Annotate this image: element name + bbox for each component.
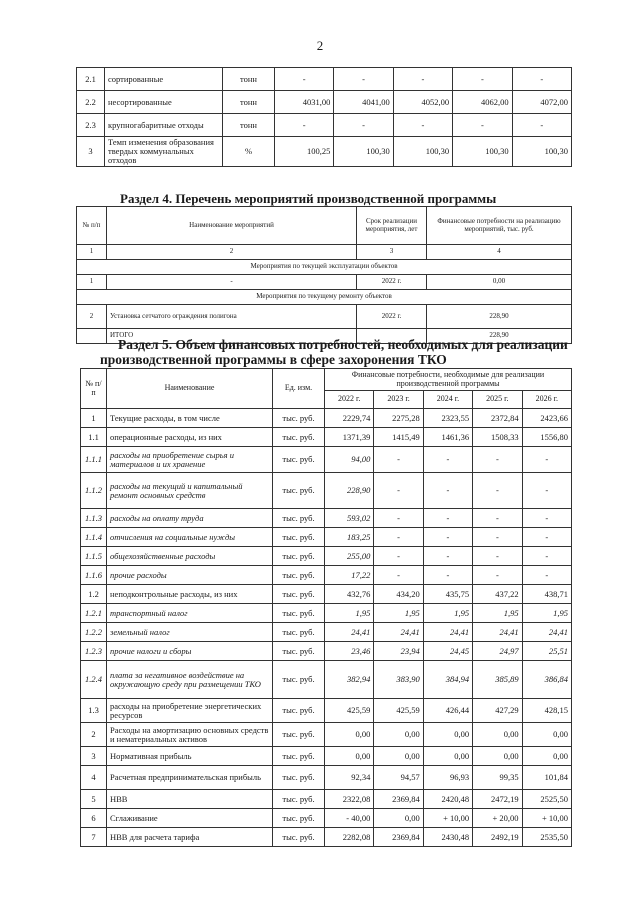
- row-value: -: [473, 566, 522, 585]
- row-value: 426,44: [423, 699, 472, 723]
- row-value: 1461,36: [423, 428, 472, 447]
- row-name: сортированные: [105, 68, 223, 91]
- row-name: Расчетная предпринимательская прибыль: [107, 766, 273, 790]
- row-value: 434,20: [374, 585, 423, 604]
- row-value: 100,30: [512, 137, 571, 167]
- table-row: [81, 473, 572, 509]
- row-value: + 10,00: [522, 809, 571, 828]
- row-value: -: [374, 447, 423, 473]
- row-value: -: [423, 447, 472, 473]
- row-value: 1,95: [473, 604, 522, 623]
- group-row: Мероприятия по текущей эксплуатации объектов: [77, 260, 572, 275]
- section4-title: Раздел 4. Перечень мероприятий производственной программы: [120, 191, 497, 206]
- row-unit: тыс. руб.: [273, 566, 325, 585]
- row-num: 1: [81, 409, 107, 428]
- row-value: 4062,00: [453, 91, 512, 114]
- row-value: 100,30: [393, 137, 452, 167]
- row-name: НВВ для расчета тарифа: [107, 828, 273, 847]
- row-value: 1556,80: [522, 428, 571, 447]
- row-value: -: [423, 473, 472, 509]
- row-name: Текущие расходы, в том числе: [107, 409, 273, 428]
- row-num: 1.3: [81, 699, 107, 723]
- row-num: 2.1: [77, 68, 105, 91]
- table-row: [77, 91, 572, 114]
- table-row: [81, 790, 572, 809]
- row-value: 2372,84: [473, 409, 522, 428]
- row-value: 1371,39: [325, 428, 374, 447]
- row-num: 6: [81, 809, 107, 828]
- table-row: [81, 766, 572, 790]
- table-row: [81, 828, 572, 847]
- waste-volume-table: [76, 67, 572, 167]
- table-row: [77, 137, 572, 167]
- row-name: расходы на приобретение сырья и материалов и их хранение: [107, 447, 273, 473]
- row-value: -: [453, 114, 512, 137]
- header-num: № п/п: [81, 369, 107, 409]
- table-row: [81, 642, 572, 661]
- row-name: Сглаживание: [107, 809, 273, 828]
- row-value: -: [374, 566, 423, 585]
- row-value: 425,59: [325, 699, 374, 723]
- row-num: 4: [81, 766, 107, 790]
- row-value: 25,51: [522, 642, 571, 661]
- row-num: 1.2.1: [81, 604, 107, 623]
- row-value: -: [423, 547, 472, 566]
- table-row: [81, 809, 572, 828]
- row-unit: тыс. руб.: [273, 661, 325, 699]
- row-value: 2322,08: [325, 790, 374, 809]
- row-name: Нормативная прибыль: [107, 747, 273, 766]
- row-value: 92,34: [325, 766, 374, 790]
- col-number: 3: [357, 245, 427, 260]
- year-2026: 2026 г.: [522, 391, 571, 409]
- row-value: 0,00: [325, 723, 374, 747]
- row-value: -: [453, 68, 512, 91]
- table-row: [81, 447, 572, 473]
- row-value: 183,25: [325, 528, 374, 547]
- row-unit: тыс. руб.: [273, 809, 325, 828]
- row-value: 2282,08: [325, 828, 374, 847]
- row-value: 425,59: [374, 699, 423, 723]
- row-unit: тыс. руб.: [273, 699, 325, 723]
- row-num: 1.2: [81, 585, 107, 604]
- row-num: 1: [77, 275, 107, 290]
- row-value: + 10,00: [423, 809, 472, 828]
- header-name: Наименование: [107, 369, 273, 409]
- row-value: + 20,00: [473, 809, 522, 828]
- row-value: 255,00: [325, 547, 374, 566]
- row-name: Темп изменения образования твердых коммунальных отходов: [105, 137, 223, 167]
- row-unit: тыс. руб.: [273, 766, 325, 790]
- row-value: 428,15: [522, 699, 571, 723]
- row-unit: тонн: [223, 68, 275, 91]
- row-value: 0,00: [423, 723, 472, 747]
- row-name: НВВ: [107, 790, 273, 809]
- row-value: 2472,19: [473, 790, 522, 809]
- row-value: 0,00: [473, 747, 522, 766]
- row-num: 1.2.2: [81, 623, 107, 642]
- row-value: -: [374, 547, 423, 566]
- table-row: [81, 604, 572, 623]
- row-value: 1508,33: [473, 428, 522, 447]
- row-value: 2423,66: [522, 409, 571, 428]
- row-value: 383,90: [374, 661, 423, 699]
- row-name: Установка сетчатого ограждения полигона: [107, 305, 357, 329]
- row-name: общехозяйственные расходы: [107, 547, 273, 566]
- table-row: [81, 585, 572, 604]
- row-value: 100,30: [453, 137, 512, 167]
- row-num: 3: [81, 747, 107, 766]
- row-value: 228,90: [427, 305, 572, 329]
- row-name: расходы на оплату труда: [107, 509, 273, 528]
- row-value: 1,95: [423, 604, 472, 623]
- row-value: -: [522, 547, 571, 566]
- row-value: -: [374, 509, 423, 528]
- row-unit: тыс. руб.: [273, 447, 325, 473]
- row-num: 3: [77, 137, 105, 167]
- row-value: 437,22: [473, 585, 522, 604]
- row-value: 96,93: [423, 766, 472, 790]
- row-value: 4072,00: [512, 91, 571, 114]
- row-term: 2022 г.: [357, 275, 427, 290]
- row-value: 24,97: [473, 642, 522, 661]
- table-row: [81, 428, 572, 447]
- header-num: № п/п: [77, 207, 107, 245]
- table-row: [81, 409, 572, 428]
- row-value: -: [393, 68, 452, 91]
- row-value: -: [522, 528, 571, 547]
- row-value: 24,41: [423, 623, 472, 642]
- row-value: 99,35: [473, 766, 522, 790]
- row-value: -: [522, 509, 571, 528]
- row-num: 1.1.6: [81, 566, 107, 585]
- row-unit: тыс. руб.: [273, 828, 325, 847]
- row-name: отчисления на социальные нужды: [107, 528, 273, 547]
- row-value: -: [275, 114, 334, 137]
- row-value: -: [473, 547, 522, 566]
- row-value: 24,41: [374, 623, 423, 642]
- measures-table: [76, 206, 572, 344]
- row-num: 7: [81, 828, 107, 847]
- row-name: несортированные: [105, 91, 223, 114]
- row-unit: тыс. руб.: [273, 642, 325, 661]
- row-num: 1.1.2: [81, 473, 107, 509]
- row-value: -: [423, 509, 472, 528]
- row-value: 2369,84: [374, 828, 423, 847]
- table-row: [77, 114, 572, 137]
- table-row: [81, 528, 572, 547]
- row-value: -: [473, 509, 522, 528]
- row-value: 23,46: [325, 642, 374, 661]
- row-value: -: [393, 114, 452, 137]
- row-name: прочие налоги и сборы: [107, 642, 273, 661]
- row-name: транспортный налог: [107, 604, 273, 623]
- row-value: 2420,48: [423, 790, 472, 809]
- col-number: 2: [107, 245, 357, 260]
- row-value: 1415,49: [374, 428, 423, 447]
- row-value: -: [473, 528, 522, 547]
- row-value: 0,00: [427, 275, 572, 290]
- table-row: [81, 723, 572, 747]
- year-2023: 2023 г.: [374, 391, 423, 409]
- header-term: Срок реализации мероприятия, лет: [357, 207, 427, 245]
- row-value: 4031,00: [275, 91, 334, 114]
- row-num: 1.1.4: [81, 528, 107, 547]
- row-value: 382,94: [325, 661, 374, 699]
- row-value: 2430,48: [423, 828, 472, 847]
- row-value: 2229,74: [325, 409, 374, 428]
- row-value: -: [512, 114, 571, 137]
- year-2025: 2025 г.: [473, 391, 522, 409]
- row-name: прочие расходы: [107, 566, 273, 585]
- row-num: 2.2: [77, 91, 105, 114]
- row-num: 2: [81, 723, 107, 747]
- row-value: 24,41: [522, 623, 571, 642]
- row-value: 17,22: [325, 566, 374, 585]
- row-value: -: [334, 68, 393, 91]
- table-row: [81, 509, 572, 528]
- total-label: ИТОГО: [107, 329, 357, 344]
- group-row: Мероприятия по текущему ремонту объектов: [77, 290, 572, 305]
- section5-title-line2: производственной программы в сфере захоронения ТКО: [100, 352, 447, 367]
- row-value: 94,57: [374, 766, 423, 790]
- row-name: -: [107, 275, 357, 290]
- row-value: -: [473, 473, 522, 509]
- header-finance: Финансовые потребности, необходимые для реализации производственной программы: [325, 369, 572, 391]
- row-value: 593,02: [325, 509, 374, 528]
- row-num: 2: [77, 305, 107, 329]
- table-row: [81, 547, 572, 566]
- total-value: 228,90: [427, 329, 572, 344]
- row-unit: тонн: [223, 91, 275, 114]
- table-row: [77, 68, 572, 91]
- row-value: -: [522, 566, 571, 585]
- row-unit: тыс. руб.: [273, 604, 325, 623]
- row-value: -: [522, 473, 571, 509]
- table-row: [81, 661, 572, 699]
- row-value: 228,90: [325, 473, 374, 509]
- row-value: -: [512, 68, 571, 91]
- row-value: - 40,00: [325, 809, 374, 828]
- row-value: -: [522, 447, 571, 473]
- table-row: [81, 747, 572, 766]
- row-value: -: [374, 473, 423, 509]
- row-num: 1.2.4: [81, 661, 107, 699]
- row-name: неподконтрольные расходы, из них: [107, 585, 273, 604]
- row-value: 94,00: [325, 447, 374, 473]
- row-num: 1.1.5: [81, 547, 107, 566]
- row-value: 1,95: [325, 604, 374, 623]
- row-value: 100,25: [275, 137, 334, 167]
- row-value: 384,94: [423, 661, 472, 699]
- row-value: 23,94: [374, 642, 423, 661]
- row-value: -: [374, 528, 423, 547]
- row-name: операционные расходы, из них: [107, 428, 273, 447]
- row-value: 2492,19: [473, 828, 522, 847]
- row-value: -: [334, 114, 393, 137]
- row-term: 2022 г.: [357, 305, 427, 329]
- row-value: -: [275, 68, 334, 91]
- year-2022: 2022 г.: [325, 391, 374, 409]
- row-value: 435,75: [423, 585, 472, 604]
- row-unit: тыс. руб.: [273, 790, 325, 809]
- row-unit: тыс. руб.: [273, 547, 325, 566]
- col-number: 4: [427, 245, 572, 260]
- row-value: 427,29: [473, 699, 522, 723]
- row-value: 4041,00: [334, 91, 393, 114]
- row-num: 1.2.3: [81, 642, 107, 661]
- row-value: 2525,50: [522, 790, 571, 809]
- row-name: расходы на приобретение энергетических ресурсов: [107, 699, 273, 723]
- row-num: 1.1.1: [81, 447, 107, 473]
- row-value: 0,00: [325, 747, 374, 766]
- row-value: 100,30: [334, 137, 393, 167]
- row-name: земельный налог: [107, 623, 273, 642]
- row-value: 1,95: [522, 604, 571, 623]
- row-unit: %: [223, 137, 275, 167]
- row-value: 432,76: [325, 585, 374, 604]
- row-value: 2369,84: [374, 790, 423, 809]
- section5-title-line1: Раздел 5. Объем финансовых потребностей, необходимых для реализации: [118, 337, 568, 352]
- year-2024: 2024 г.: [423, 391, 472, 409]
- row-value: 101,84: [522, 766, 571, 790]
- row-unit: тыс. руб.: [273, 509, 325, 528]
- row-unit: тыс. руб.: [273, 723, 325, 747]
- row-value: 2275,28: [374, 409, 423, 428]
- row-unit: тыс. руб.: [273, 428, 325, 447]
- row-value: -: [473, 447, 522, 473]
- row-name: расходы на текущий и капитальный ремонт основных средств: [107, 473, 273, 509]
- row-unit: тыс. руб.: [273, 747, 325, 766]
- header-unit: Ед. изм.: [273, 369, 325, 409]
- row-value: 0,00: [423, 747, 472, 766]
- row-value: 4052,00: [393, 91, 452, 114]
- table-row: [81, 623, 572, 642]
- row-name: Расходы на амортизацию основных средств и нематериальных активов: [107, 723, 273, 747]
- header-finance: Финансовые потребности на реализацию мероприятий, тыс. руб.: [427, 207, 572, 245]
- row-value: 0,00: [374, 723, 423, 747]
- row-value: 0,00: [522, 747, 571, 766]
- row-unit: тонн: [223, 114, 275, 137]
- row-value: 2323,55: [423, 409, 472, 428]
- row-value: 0,00: [374, 809, 423, 828]
- row-unit: тыс. руб.: [273, 623, 325, 642]
- row-value: 24,41: [473, 623, 522, 642]
- row-num: 2.3: [77, 114, 105, 137]
- row-unit: тыс. руб.: [273, 409, 325, 428]
- row-value: 0,00: [473, 723, 522, 747]
- header-name: Наименование мероприятий: [107, 207, 357, 245]
- row-name: плата за негативное воздействие на окружающую среду при размещении ТКО: [107, 661, 273, 699]
- row-value: 1,95: [374, 604, 423, 623]
- financial-needs-table: [80, 368, 572, 847]
- row-unit: тыс. руб.: [273, 528, 325, 547]
- row-value: -: [423, 566, 472, 585]
- row-num: 1.1: [81, 428, 107, 447]
- table-row: [81, 566, 572, 585]
- row-num: 5: [81, 790, 107, 809]
- row-value: 438,71: [522, 585, 571, 604]
- row-name: крупногабаритные отходы: [105, 114, 223, 137]
- col-number: 1: [77, 245, 107, 260]
- row-value: -: [423, 528, 472, 547]
- row-unit: тыс. руб.: [273, 473, 325, 509]
- row-value: 0,00: [374, 747, 423, 766]
- row-value: 24,41: [325, 623, 374, 642]
- row-num: 1.1.3: [81, 509, 107, 528]
- row-unit: тыс. руб.: [273, 585, 325, 604]
- row-value: 24,45: [423, 642, 472, 661]
- page-number: 2: [316, 38, 324, 53]
- row-value: 385,89: [473, 661, 522, 699]
- row-value: 0,00: [522, 723, 571, 747]
- table-row: [81, 699, 572, 723]
- row-value: 2535,50: [522, 828, 571, 847]
- row-value: 386,84: [522, 661, 571, 699]
- section5-title: [100, 337, 572, 367]
